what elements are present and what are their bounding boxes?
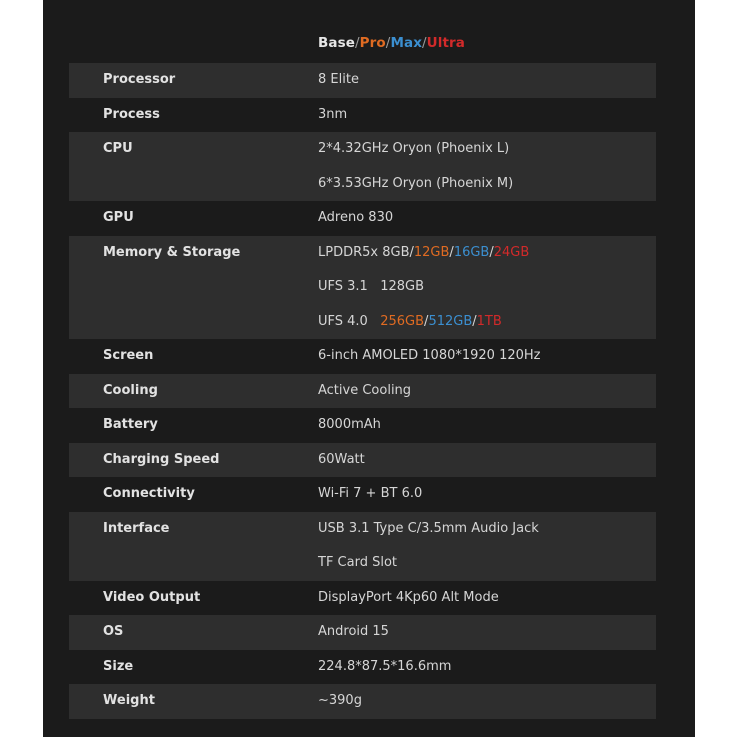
variant-max: Max — [390, 35, 423, 51]
spec-values — [318, 477, 656, 512]
spec-value — [318, 477, 656, 512]
spec-value — [318, 408, 656, 443]
spec-label: Video Output — [103, 589, 201, 605]
spec-label: Connectivity — [103, 486, 195, 501]
spec-values — [318, 512, 656, 581]
spec-value — [318, 305, 656, 340]
spec-row — [69, 615, 656, 650]
spec-row — [69, 684, 656, 719]
spec-value — [318, 684, 656, 719]
spec-label: Screen — [103, 348, 154, 363]
spec-value-segment: 512GB — [428, 313, 473, 329]
spec-value-segment: 256GB — [380, 313, 425, 329]
spec-row — [69, 443, 656, 478]
spec-value-segment: 3nm — [318, 106, 348, 122]
spec-values — [318, 443, 656, 478]
spec-label: Cooling — [103, 382, 158, 398]
spec-value-segment: / — [449, 244, 454, 260]
spec-label: CPU — [103, 141, 133, 156]
spec-label: Charging Speed — [103, 451, 220, 467]
spec-label: Size — [103, 658, 134, 674]
spec-label: Weight — [103, 693, 155, 708]
spec-value-segment: 6-inch AMOLED 1080*1920 120Hz — [318, 348, 541, 363]
spec-values — [318, 684, 656, 719]
spec-value-segment: 60Watt — [318, 451, 365, 467]
spec-value — [318, 374, 656, 409]
spec-values — [318, 650, 656, 685]
spec-value-segment: UFS 3.1 128GB — [318, 279, 425, 294]
variant-separator: / — [385, 35, 391, 51]
spec-value — [318, 167, 656, 202]
spec-panel — [43, 0, 695, 737]
spec-row — [69, 201, 656, 236]
spec-values — [318, 581, 656, 616]
spec-value-segment: UFS 4.0 — [318, 313, 381, 329]
spec-value — [318, 201, 656, 236]
spec-value — [318, 615, 656, 650]
spec-label: GPU — [103, 210, 134, 225]
spec-value — [318, 132, 656, 167]
spec-value-segment: Wi-Fi 7 + BT 6.0 — [318, 486, 423, 501]
spec-row — [69, 339, 656, 374]
spec-values — [318, 201, 656, 236]
spec-value-segment: / — [489, 244, 494, 260]
spec-value — [318, 512, 656, 547]
spec-value-segment: 8 Elite — [318, 72, 359, 87]
spec-label: Interface — [103, 520, 170, 536]
spec-value — [318, 581, 656, 616]
spec-label: Processor — [103, 72, 176, 87]
spec-value-segment: 16GB — [453, 244, 490, 260]
spec-value-segment: DisplayPort 4Kp60 Alt Mode — [318, 589, 499, 605]
spec-label: Process — [103, 106, 160, 122]
variant-pro: Pro — [359, 35, 386, 51]
spec-values — [318, 408, 656, 443]
spec-values — [318, 374, 656, 409]
spec-row — [69, 650, 656, 685]
spec-value-segment: TF Card Slot — [318, 555, 398, 570]
spec-value-segment: LPDDR5x 8GB/ — [318, 244, 414, 260]
spec-row — [69, 132, 656, 201]
variant-header — [318, 35, 465, 51]
spec-value-segment: USB 3.1 Type C/3.5mm Audio Jack — [318, 520, 539, 536]
spec-row — [69, 236, 656, 340]
spec-values — [318, 339, 656, 374]
variant-separator: / — [355, 35, 360, 51]
spec-value — [318, 650, 656, 685]
spec-value-segment: 24GB — [493, 244, 530, 260]
spec-value-segment: 6*3.53GHz Oryon (Phoenix M) — [318, 175, 514, 191]
spec-value-segment: / — [472, 313, 477, 329]
spec-row — [69, 477, 656, 512]
spec-row — [69, 581, 656, 616]
spec-values — [318, 98, 656, 133]
spec-value-segment: Active Cooling — [318, 382, 412, 398]
spec-value-segment: 1TB — [476, 313, 502, 329]
spec-value-segment: Android 15 — [318, 624, 389, 639]
spec-value-segment: Adreno 830 — [318, 210, 394, 225]
spec-label: OS — [103, 624, 124, 639]
spec-values — [318, 236, 656, 340]
spec-value — [318, 339, 656, 374]
spec-values — [318, 132, 656, 201]
spec-value-segment: 2*4.32GHz Oryon (Phoenix L) — [318, 141, 510, 156]
spec-value — [318, 63, 656, 98]
spec-value — [318, 443, 656, 478]
spec-value-segment: 12GB — [413, 244, 450, 260]
spec-value-segment: 224.8*87.5*16.6mm — [318, 658, 452, 674]
spec-table — [69, 63, 656, 719]
spec-row — [69, 63, 656, 98]
spec-row — [69, 408, 656, 443]
spec-values — [318, 615, 656, 650]
spec-value-segment: ~390g — [318, 693, 362, 708]
spec-row — [69, 98, 656, 133]
variant-separator: / — [422, 35, 427, 51]
spec-label: Memory & Storage — [103, 244, 241, 260]
variant-ultra: Ultra — [426, 35, 465, 51]
spec-row — [69, 512, 656, 581]
spec-value-segment: / — [424, 313, 429, 329]
variant-base: Base — [318, 35, 355, 51]
spec-value-segment: 8000mAh — [318, 417, 381, 432]
spec-label: Battery — [103, 417, 158, 432]
spec-values — [318, 63, 656, 98]
spec-row — [69, 374, 656, 409]
spec-value — [318, 546, 656, 581]
spec-value — [318, 236, 656, 271]
spec-value — [318, 98, 656, 133]
spec-value — [318, 270, 656, 305]
